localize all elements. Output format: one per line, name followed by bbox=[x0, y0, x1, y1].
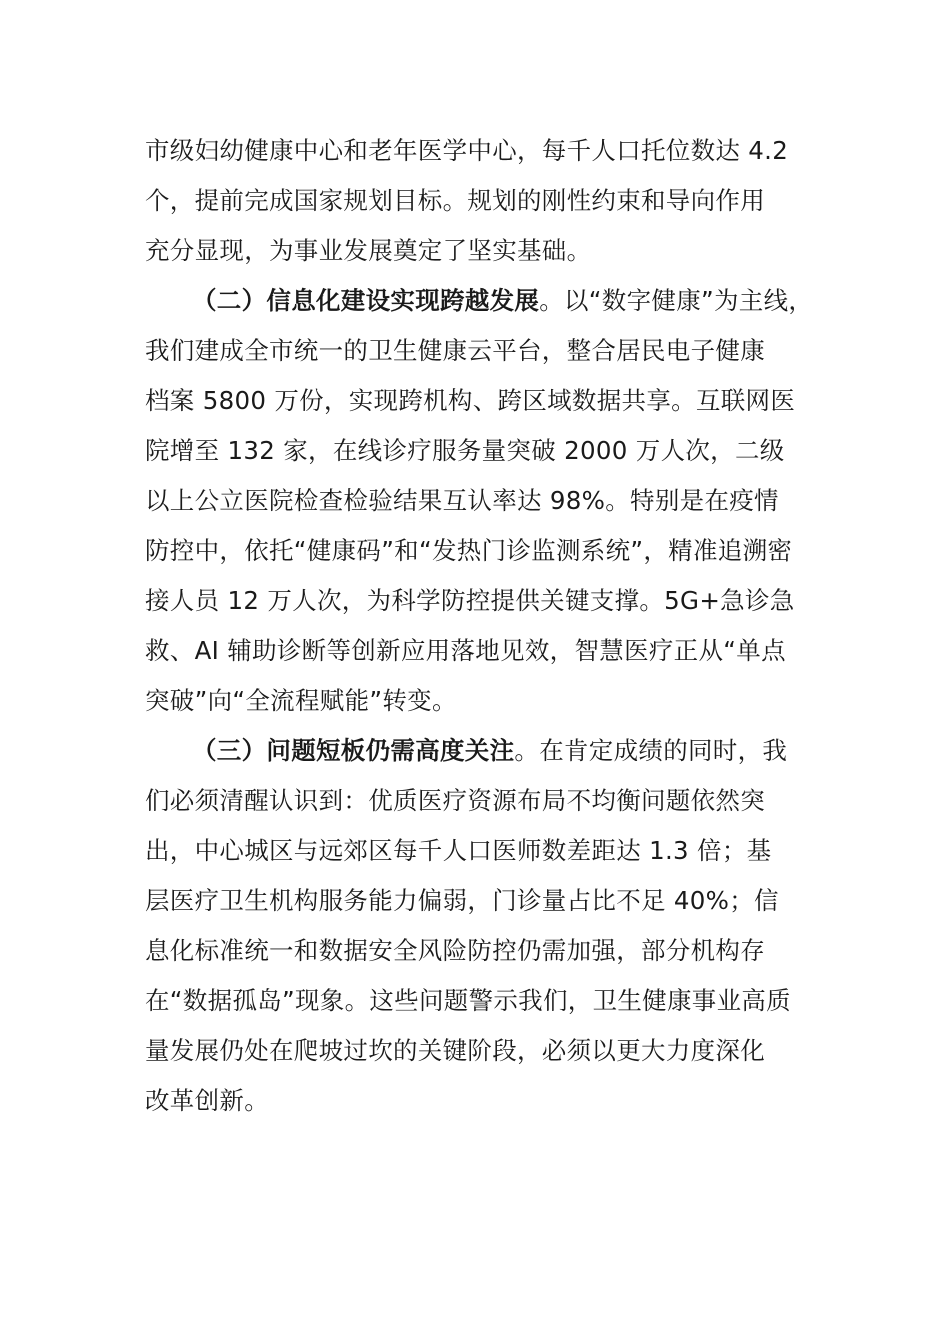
paragraph-3-line-6: 在“数据孤岛”现象。这些问题警示我们，卫生健康事业高质 bbox=[145, 986, 791, 1015]
paragraph-3-first-line-text: 。在肯定成绩的同时，我 bbox=[514, 736, 788, 765]
paragraph-2-line-5: 以上公立医院检查检验结果互认率达 98%。特别是在疫情 bbox=[145, 486, 779, 515]
paragraph-3-line-3: 出，中心城区与远郊区每千人口医师数差距达 1.3 倍；基 bbox=[145, 836, 772, 865]
paragraph-1-line-3: 充分显现，为事业发展奠定了坚实基础。 bbox=[145, 236, 592, 265]
paragraph-2-line-7: 接人员 12 万人次，为科学防控提供关键支撑。5G+急诊急 bbox=[145, 586, 795, 615]
paragraph-2-line-6: 防控中，依托“健康码”和“发热门诊监测系统”，精准追溯密 bbox=[145, 536, 793, 565]
paragraph-3-line-4: 层医疗卫生机构服务能力偏弱，门诊量占比不足 40%；信 bbox=[145, 886, 779, 915]
paragraph-1-line-1: 市级妇幼健康中心和老年医学中心，每千人口托位数达 4.2 bbox=[145, 136, 789, 165]
paragraph-2-first-line bbox=[192, 276, 813, 326]
paragraph-1-line-2: 个，提前完成国家规划目标。规划的刚性约束和导向作用 bbox=[145, 186, 765, 215]
paragraph-2-line-8: 救、AI 辅助诊断等创新应用落地见效，智慧医疗正从“单点 bbox=[145, 636, 786, 665]
paragraph-2-line-4: 院增至 132 家，在线诊疗服务量突破 2000 万人次，二级 bbox=[145, 436, 785, 465]
paragraph-2-line-9: 突破”向“全流程赋能”转变。 bbox=[145, 686, 457, 715]
paragraph-2-line-3: 档案 5800 万份，实现跨机构、跨区域数据共享。互联网医 bbox=[145, 386, 796, 415]
section-heading-2: （二）信息化建设实现跨越发展 bbox=[192, 286, 540, 315]
paragraph-2-first-line-text: 。以“数字健康”为主线， bbox=[539, 286, 814, 315]
paragraph-3-line-8: 改革创新。 bbox=[145, 1086, 269, 1115]
section-heading-3: （三）问题短板仍需高度关注 bbox=[192, 736, 515, 765]
paragraph-3-line-5: 息化标准统一和数据安全风险防控仍需加强，部分机构存 bbox=[145, 936, 765, 965]
paragraph-3-line-2: 们必须清醒认识到：优质医疗资源布局不均衡问题依然突 bbox=[145, 786, 765, 815]
paragraph-3-first-line bbox=[192, 726, 787, 776]
paragraph-2-line-2: 我们建成全市统一的卫生健康云平台，整合居民电子健康 bbox=[145, 336, 765, 365]
paragraph-3-line-7: 量发展仍处在爬坡过坎的关键阶段，必须以更大力度深化 bbox=[145, 1036, 765, 1065]
